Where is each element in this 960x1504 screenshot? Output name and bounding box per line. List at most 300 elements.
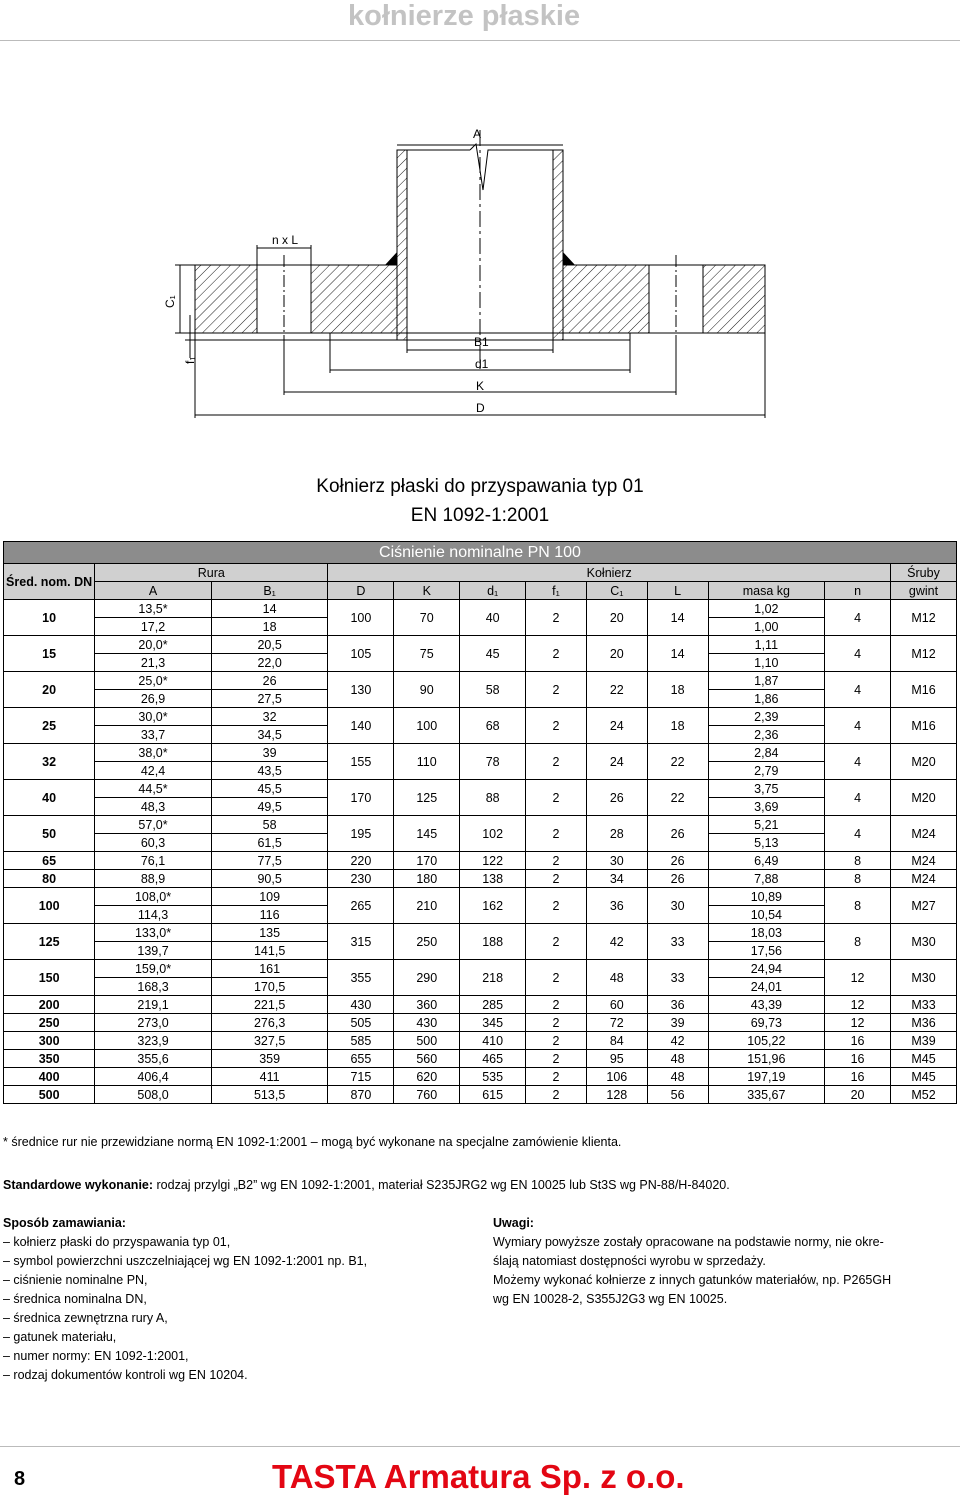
cell-thread: M20 [891, 744, 957, 780]
table-row [4, 600, 957, 618]
cell-f1: 2 [526, 1032, 587, 1050]
cell-K: 250 [394, 924, 460, 960]
cell-K: 180 [394, 870, 460, 888]
cell-K: 290 [394, 960, 460, 996]
cell-mass: 10,89 [708, 888, 825, 906]
cell-A: 323,9 [95, 1032, 212, 1050]
col-K-header: K [394, 582, 460, 600]
cell-B1: 116 [211, 906, 328, 924]
order-item: – kołnierz płaski do przyspawania typ 01, [3, 1235, 231, 1249]
cell-A: 139,7 [95, 942, 212, 960]
label-B1: B1 [474, 335, 489, 349]
cell-n: 12 [825, 960, 891, 996]
cell-B1: 135 [211, 924, 328, 942]
table-row [4, 1086, 957, 1104]
cell-A: 21,3 [95, 654, 212, 672]
cell-thread: M27 [891, 888, 957, 924]
remarks-line: wg EN 10028-2, S355J2G3 wg EN 10025. [493, 1292, 728, 1306]
cell-thread: M30 [891, 924, 957, 960]
cell-mass: 24,94 [708, 960, 825, 978]
cell-d1: 102 [460, 816, 526, 852]
cell-n: 8 [825, 852, 891, 870]
cell-B1: 20,5 [211, 636, 328, 654]
cell-B1: 34,5 [211, 726, 328, 744]
order-section [3, 1214, 367, 1385]
cell-C1: 22 [586, 672, 647, 708]
cell-L: 30 [647, 888, 708, 924]
cell-d1: 188 [460, 924, 526, 960]
cell-A: 60,3 [95, 834, 212, 852]
cell-D: 155 [328, 744, 394, 780]
cell-mass: 105,22 [708, 1032, 825, 1050]
col-B1-header: B₁ [211, 582, 328, 600]
cell-C1: 34 [586, 870, 647, 888]
cell-d1: 40 [460, 600, 526, 636]
cell-A: 108,0* [95, 888, 212, 906]
order-item: – gatunek materiału, [3, 1330, 117, 1344]
cell-K: 560 [394, 1050, 460, 1068]
cell-dn: 50 [4, 816, 95, 852]
cell-C1: 106 [586, 1068, 647, 1086]
cell-L: 42 [647, 1032, 708, 1050]
bolts-group-header: Śruby [891, 564, 957, 582]
cell-mass: 151,96 [708, 1050, 825, 1068]
cell-D: 140 [328, 708, 394, 744]
cell-L: 39 [647, 1014, 708, 1032]
cell-d1: 162 [460, 888, 526, 924]
cell-d1: 68 [460, 708, 526, 744]
cell-B1: 45,5 [211, 780, 328, 798]
cell-L: 26 [647, 852, 708, 870]
cell-n: 12 [825, 1014, 891, 1032]
cell-A: 25,0* [95, 672, 212, 690]
cell-d1: 345 [460, 1014, 526, 1032]
order-item: – średnica nominalna DN, [3, 1292, 147, 1306]
flange-section-right [563, 252, 765, 343]
cell-L: 48 [647, 1068, 708, 1086]
col-A-header: A [95, 582, 212, 600]
cell-dn: 400 [4, 1068, 95, 1086]
cell-mass: 18,03 [708, 924, 825, 942]
cell-C1: 60 [586, 996, 647, 1014]
table-row [4, 1032, 957, 1050]
cell-d1: 410 [460, 1032, 526, 1050]
cell-f1: 2 [526, 1086, 587, 1104]
cell-A: 406,4 [95, 1068, 212, 1086]
cell-f1: 2 [526, 888, 587, 924]
flange-group-header: Kołnierz [328, 564, 891, 582]
cell-f1: 2 [526, 852, 587, 870]
cell-thread: M24 [891, 870, 957, 888]
cell-dn: 125 [4, 924, 95, 960]
cell-mass: 10,54 [708, 906, 825, 924]
table-row [4, 636, 957, 654]
cell-dn: 32 [4, 744, 95, 780]
cell-C1: 42 [586, 924, 647, 960]
cell-thread: M33 [891, 996, 957, 1014]
cell-B1: 61,5 [211, 834, 328, 852]
cell-thread: M20 [891, 780, 957, 816]
cell-A: 168,3 [95, 978, 212, 996]
cell-f1: 2 [526, 600, 587, 636]
cell-L: 22 [647, 780, 708, 816]
cell-mass: 2,36 [708, 726, 825, 744]
cell-K: 620 [394, 1068, 460, 1086]
order-heading: Sposób zamawiania: [3, 1216, 126, 1230]
cell-A: 42,4 [95, 762, 212, 780]
cell-A: 57,0* [95, 816, 212, 834]
table-row [4, 816, 957, 834]
cell-d1: 138 [460, 870, 526, 888]
cell-K: 125 [394, 780, 460, 816]
cell-D: 870 [328, 1086, 394, 1104]
footer-divider [0, 1446, 960, 1447]
cell-d1: 218 [460, 960, 526, 996]
cell-dn: 65 [4, 852, 95, 870]
cell-thread: M16 [891, 672, 957, 708]
cell-A: 30,0* [95, 708, 212, 726]
cell-mass: 7,88 [708, 870, 825, 888]
cell-K: 500 [394, 1032, 460, 1050]
cell-K: 75 [394, 636, 460, 672]
cell-A: 26,9 [95, 690, 212, 708]
cell-mass: 1,11 [708, 636, 825, 654]
cell-d1: 45 [460, 636, 526, 672]
cell-mass: 335,67 [708, 1086, 825, 1104]
cell-f1: 2 [526, 960, 587, 996]
cell-B1: 170,5 [211, 978, 328, 996]
pipe-group-header: Rura [95, 564, 328, 582]
cell-f1: 2 [526, 672, 587, 708]
cell-f1: 2 [526, 636, 587, 672]
cell-A: 355,6 [95, 1050, 212, 1068]
cell-B1: 161 [211, 960, 328, 978]
cell-B1: 411 [211, 1068, 328, 1086]
cell-B1: 22,0 [211, 654, 328, 672]
cell-C1: 28 [586, 816, 647, 852]
cell-A: 44,5* [95, 780, 212, 798]
cell-D: 355 [328, 960, 394, 996]
cell-D: 430 [328, 996, 394, 1014]
cell-n: 12 [825, 996, 891, 1014]
cell-n: 16 [825, 1032, 891, 1050]
cell-n: 4 [825, 600, 891, 636]
table-row [4, 744, 957, 762]
cell-A: 33,7 [95, 726, 212, 744]
cell-thread: M16 [891, 708, 957, 744]
cell-C1: 128 [586, 1086, 647, 1104]
standard-note-label: Standardowe wykonanie: [3, 1178, 154, 1192]
page-number: 8 [14, 1468, 26, 1490]
cell-mass: 6,49 [708, 852, 825, 870]
cell-n: 4 [825, 780, 891, 816]
cell-C1: 26 [586, 780, 647, 816]
cell-L: 26 [647, 870, 708, 888]
order-item: – numer normy: EN 1092-1:2001, [3, 1349, 189, 1363]
cell-B1: 18 [211, 618, 328, 636]
cell-d1: 78 [460, 744, 526, 780]
remarks-section [493, 1214, 958, 1309]
cell-f1: 2 [526, 708, 587, 744]
cell-n: 4 [825, 708, 891, 744]
cell-dn: 500 [4, 1086, 95, 1104]
cell-A: 76,1 [95, 852, 212, 870]
cell-K: 110 [394, 744, 460, 780]
document-standard: EN 1092-1:2001 [410, 505, 550, 526]
table-row [4, 924, 957, 942]
cell-D: 315 [328, 924, 394, 960]
cell-C1: 95 [586, 1050, 647, 1068]
remarks-line: Wymiary powyższe zostały opracowane na podstawie normy, nie okre- [493, 1235, 884, 1249]
cell-dn: 25 [4, 708, 95, 744]
cell-K: 100 [394, 708, 460, 744]
cell-D: 505 [328, 1014, 394, 1032]
cell-B1: 49,5 [211, 798, 328, 816]
cell-mass: 17,56 [708, 942, 825, 960]
cell-B1: 109 [211, 888, 328, 906]
cell-d1: 535 [460, 1068, 526, 1086]
cell-dn: 80 [4, 870, 95, 888]
cell-K: 760 [394, 1086, 460, 1104]
table-row [4, 1068, 957, 1086]
cell-n: 8 [825, 870, 891, 888]
cell-D: 265 [328, 888, 394, 924]
cell-B1: 90,5 [211, 870, 328, 888]
cell-B1: 26 [211, 672, 328, 690]
cell-L: 18 [647, 708, 708, 744]
cell-B1: 276,3 [211, 1014, 328, 1032]
cell-L: 48 [647, 1050, 708, 1068]
cell-dn: 250 [4, 1014, 95, 1032]
document-title: Kołnierz płaski do przyspawania typ 01 [316, 476, 644, 497]
cell-A: 17,2 [95, 618, 212, 636]
col-n-header: n [825, 582, 891, 600]
label-K: K [476, 379, 485, 393]
cell-A: 273,0 [95, 1014, 212, 1032]
cell-mass: 1,10 [708, 654, 825, 672]
table-row [4, 672, 957, 690]
cell-D: 230 [328, 870, 394, 888]
cell-f1: 2 [526, 816, 587, 852]
cell-D: 170 [328, 780, 394, 816]
table-row [4, 708, 957, 726]
cell-K: 70 [394, 600, 460, 636]
table-row [4, 870, 957, 888]
remarks-heading: Uwagi: [493, 1216, 534, 1230]
cell-n: 20 [825, 1086, 891, 1104]
cell-L: 33 [647, 924, 708, 960]
cell-K: 430 [394, 1014, 460, 1032]
cell-K: 90 [394, 672, 460, 708]
cell-d1: 615 [460, 1086, 526, 1104]
table-row [4, 1050, 957, 1068]
cell-mass: 5,21 [708, 816, 825, 834]
cell-C1: 36 [586, 888, 647, 924]
cell-B1: 327,5 [211, 1032, 328, 1050]
cell-A: 114,3 [95, 906, 212, 924]
label-f1: f₁ [183, 356, 197, 364]
cell-f1: 2 [526, 924, 587, 960]
cell-thread: M24 [891, 816, 957, 852]
cell-thread: M12 [891, 636, 957, 672]
cell-mass: 3,75 [708, 780, 825, 798]
cell-dn: 300 [4, 1032, 95, 1050]
cell-dn: 100 [4, 888, 95, 924]
cell-B1: 27,5 [211, 690, 328, 708]
label-A: A [473, 127, 482, 141]
cell-mass: 5,13 [708, 834, 825, 852]
cell-D: 220 [328, 852, 394, 870]
standard-note-text: rodzaj przylgi „B2” wg EN 1092-1:2001, materiał S235JRG2 wg EN 10025 lub St3S wg PN-88/H-84020. [153, 1178, 730, 1192]
col-L-header: L [647, 582, 708, 600]
table-row [4, 960, 957, 978]
dn-header: Śred. nom. DN [4, 564, 95, 600]
cell-thread: M52 [891, 1086, 957, 1104]
cell-thread: M36 [891, 1014, 957, 1032]
cell-B1: 43,5 [211, 762, 328, 780]
cell-d1: 88 [460, 780, 526, 816]
company-name: TASTA Armatura Sp. z o.o. [272, 1458, 685, 1495]
order-item: – ciśnienie nominalne PN, [3, 1273, 148, 1287]
cell-dn: 20 [4, 672, 95, 708]
cell-dn: 350 [4, 1050, 95, 1068]
table-row [4, 996, 957, 1014]
cell-mass: 1,86 [708, 690, 825, 708]
page-header-title: kołnierze płaskie [348, 0, 581, 32]
cell-L: 22 [647, 744, 708, 780]
cell-dn: 40 [4, 780, 95, 816]
cell-C1: 24 [586, 744, 647, 780]
cell-B1: 221,5 [211, 996, 328, 1014]
cell-C1: 72 [586, 1014, 647, 1032]
cell-dn: 200 [4, 996, 95, 1014]
cell-mass: 2,39 [708, 708, 825, 726]
col-mass-header: masa kg [708, 582, 825, 600]
pipe-section [397, 130, 563, 370]
cell-d1: 122 [460, 852, 526, 870]
cell-B1: 359 [211, 1050, 328, 1068]
cell-A: 219,1 [95, 996, 212, 1014]
cell-C1: 48 [586, 960, 647, 996]
col-d1-header: d₁ [460, 582, 526, 600]
cell-L: 14 [647, 636, 708, 672]
cell-D: 105 [328, 636, 394, 672]
flange-technical-drawing [0, 40, 960, 460]
cell-C1: 84 [586, 1032, 647, 1050]
cell-mass: 1,00 [708, 618, 825, 636]
cell-A: 508,0 [95, 1086, 212, 1104]
cell-A: 48,3 [95, 798, 212, 816]
cell-B1: 14 [211, 600, 328, 618]
label-C1: C₁ [163, 295, 177, 308]
cell-L: 14 [647, 600, 708, 636]
flange-section-left [195, 252, 397, 343]
cell-A: 38,0* [95, 744, 212, 762]
cell-D: 715 [328, 1068, 394, 1086]
cell-D: 585 [328, 1032, 394, 1050]
cell-n: 16 [825, 1068, 891, 1086]
cell-B1: 39 [211, 744, 328, 762]
cell-C1: 30 [586, 852, 647, 870]
remarks-line: ślają natomiast dostępności wyrobu w sprzedaży. [493, 1254, 766, 1268]
cell-f1: 2 [526, 1068, 587, 1086]
cell-thread: M12 [891, 600, 957, 636]
cell-A: 13,5* [95, 600, 212, 618]
cell-K: 145 [394, 816, 460, 852]
cell-L: 56 [647, 1086, 708, 1104]
cell-mass: 43,39 [708, 996, 825, 1014]
order-item: – symbol powierzchni uszczelniającej wg EN 1092-1:2001 np. B1, [3, 1254, 368, 1268]
table-footnote: * średnice rur nie przewidziane normą EN 1092-1:2001 – mogą być wykonane na specjalne zamówienie klienta. [3, 1135, 622, 1149]
cell-n: 8 [825, 924, 891, 960]
cell-L: 36 [647, 996, 708, 1014]
cell-D: 130 [328, 672, 394, 708]
cell-A: 133,0* [95, 924, 212, 942]
remarks-line: Możemy wykonać kołnierze z innych gatunków materiałów, np. P265GH [493, 1273, 892, 1287]
cell-C1: 24 [586, 708, 647, 744]
col-C1-header: C₁ [586, 582, 647, 600]
cell-D: 195 [328, 816, 394, 852]
cell-thread: M45 [891, 1050, 957, 1068]
label-D: D [476, 401, 485, 415]
standard-note [3, 1178, 730, 1192]
cell-K: 210 [394, 888, 460, 924]
cell-n: 4 [825, 672, 891, 708]
label-nxL: n x L [272, 233, 299, 247]
cell-B1: 141,5 [211, 942, 328, 960]
pressure-header: Ciśnienie nominalne PN 100 [4, 542, 957, 564]
cell-D: 100 [328, 600, 394, 636]
table-row [4, 1014, 957, 1032]
cell-L: 26 [647, 816, 708, 852]
cell-A: 20,0* [95, 636, 212, 654]
cell-mass: 1,87 [708, 672, 825, 690]
cell-d1: 285 [460, 996, 526, 1014]
cell-mass: 69,73 [708, 1014, 825, 1032]
cell-K: 360 [394, 996, 460, 1014]
cell-f1: 2 [526, 1050, 587, 1068]
cell-n: 4 [825, 636, 891, 672]
cell-mass: 197,19 [708, 1068, 825, 1086]
cell-D: 655 [328, 1050, 394, 1068]
cell-mass: 1,02 [708, 600, 825, 618]
cell-thread: M24 [891, 852, 957, 870]
label-d1: d1 [475, 357, 489, 371]
col-thread-header: gwint [891, 582, 957, 600]
cell-dn: 15 [4, 636, 95, 672]
cell-A: 88,9 [95, 870, 212, 888]
order-item: – rodzaj dokumentów kontroli wg EN 10204. [3, 1368, 248, 1382]
cell-f1: 2 [526, 1014, 587, 1032]
cell-mass: 2,84 [708, 744, 825, 762]
cell-L: 18 [647, 672, 708, 708]
cell-n: 8 [825, 888, 891, 924]
cell-thread: M30 [891, 960, 957, 996]
cell-f1: 2 [526, 744, 587, 780]
cell-n: 16 [825, 1050, 891, 1068]
cell-thread: M39 [891, 1032, 957, 1050]
table-row [4, 852, 957, 870]
cell-C1: 20 [586, 600, 647, 636]
cell-d1: 465 [460, 1050, 526, 1068]
cell-thread: M45 [891, 1068, 957, 1086]
cell-mass: 3,69 [708, 798, 825, 816]
cell-B1: 77,5 [211, 852, 328, 870]
flange-dimensions-table [3, 541, 957, 1104]
cell-d1: 58 [460, 672, 526, 708]
cell-mass: 2,79 [708, 762, 825, 780]
cell-B1: 58 [211, 816, 328, 834]
